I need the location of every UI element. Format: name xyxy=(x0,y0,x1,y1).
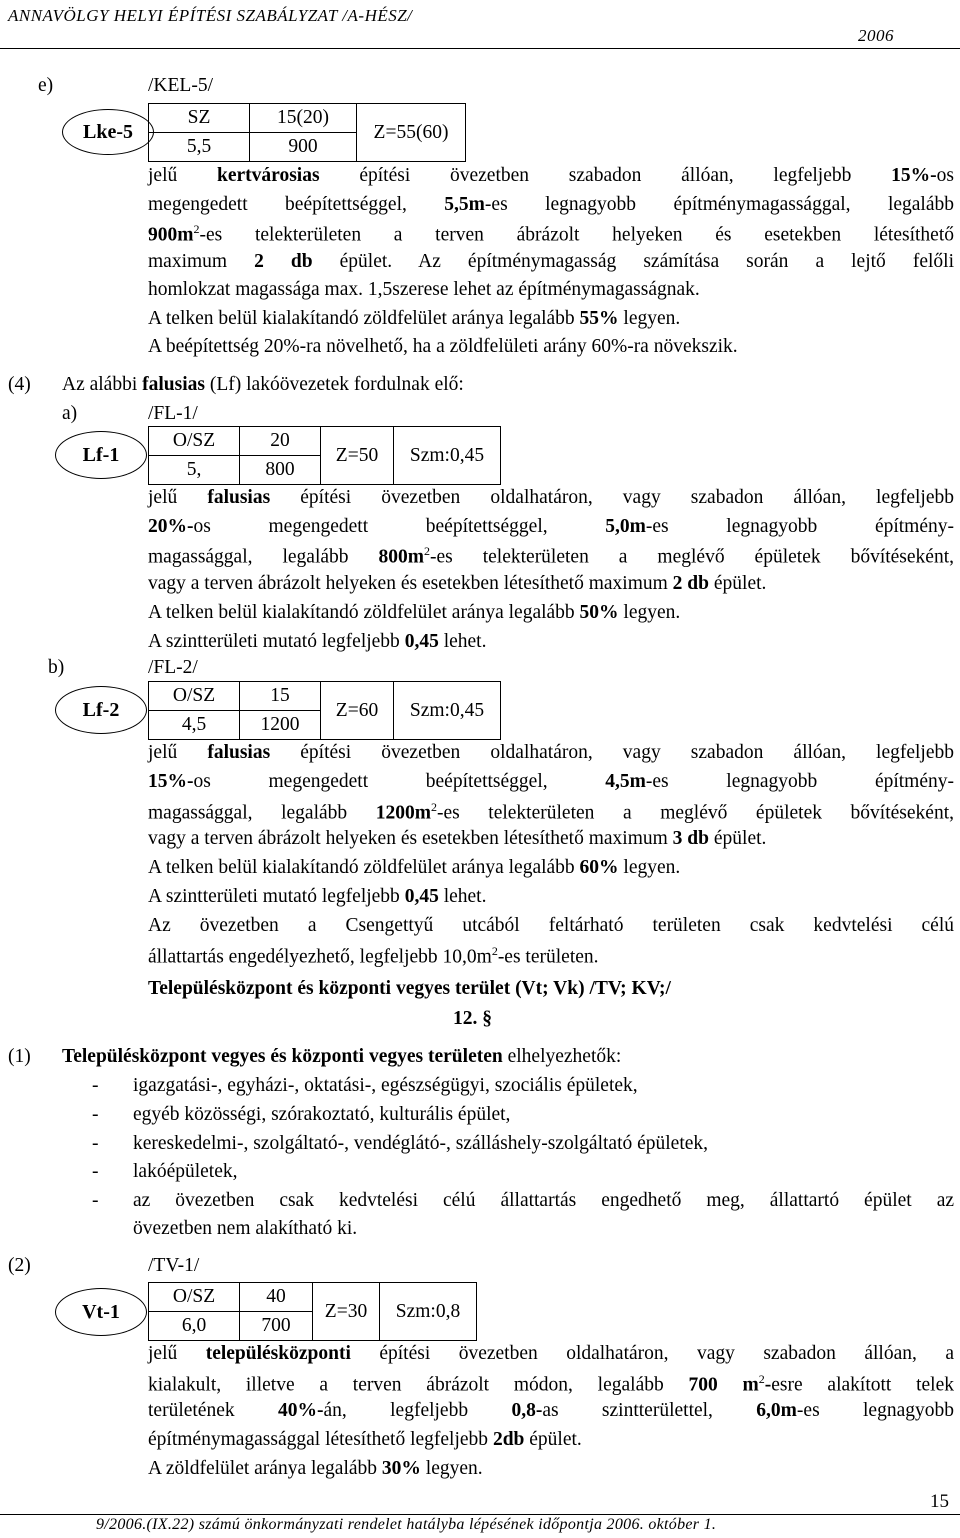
section-paragraph-number: 12. § xyxy=(453,1008,492,1029)
intro-1 xyxy=(62,1046,621,1068)
text-run: os xyxy=(936,165,954,186)
item-number-1: (1) xyxy=(8,1046,31,1067)
zone-code-kel5: /KEL-5/ xyxy=(148,75,213,96)
zone-oval-lf2: Lf-2 xyxy=(55,686,147,734)
text-run: jelű xyxy=(148,165,218,186)
text-line xyxy=(148,631,486,653)
text-run: esre alakított telek xyxy=(771,1374,954,1396)
list-item: kereskedelmi-, szolgáltató-, vendéglátó-, szálláshely-szolgáltató épületek, xyxy=(133,1133,709,1154)
text-line xyxy=(148,516,954,538)
text-line xyxy=(148,828,766,850)
text-line xyxy=(148,279,700,301)
text-run: falusias xyxy=(207,742,271,763)
text-run: Az alábbi xyxy=(62,374,143,395)
text-run: maximum xyxy=(148,250,255,272)
text-run: jelű xyxy=(148,742,208,763)
item-label-a: a) xyxy=(62,403,78,424)
text-run: 0,8- xyxy=(511,1400,543,1422)
text-line xyxy=(148,771,954,793)
text-line xyxy=(148,915,954,937)
text-run: épület. xyxy=(524,1429,582,1451)
text-line xyxy=(148,544,954,569)
param-cell: O/SZ xyxy=(149,1283,240,1312)
item-number-2: (2) xyxy=(8,1255,31,1276)
text-run: magassággal, legalább xyxy=(148,802,376,824)
text-run: 2 xyxy=(193,222,200,236)
text-run: 60% xyxy=(579,857,619,879)
footer-rule xyxy=(0,1514,960,1515)
text-run: homlokzat magassága max. 1,5szerese lehet az építménymagasságnak. xyxy=(148,279,700,300)
text-run: 700 m xyxy=(688,1374,759,1396)
text-line xyxy=(148,602,680,624)
text-run: -es telekterületen a meglévő épületek bővítéseként, xyxy=(430,546,954,568)
list-bullet: - xyxy=(92,1190,99,1211)
param-cell: 40 xyxy=(240,1283,313,1312)
text-run: 2 xyxy=(424,544,431,559)
item-number-4: (4) xyxy=(8,374,31,395)
param-cell: 5,5 xyxy=(149,133,250,162)
section-heading: Településközpont és központi vegyes terület (Vt; Vk) /TV; KV;/ xyxy=(148,978,671,999)
text-line xyxy=(148,742,954,764)
text-run: -es legnagyobb építménymagassággal, legalább xyxy=(484,193,955,215)
item-label-e: e) xyxy=(38,75,54,96)
text-run: 50% xyxy=(579,601,619,623)
text-line xyxy=(148,487,954,509)
running-header-year: 2006 xyxy=(858,26,894,45)
text-run: területének xyxy=(148,1400,278,1422)
text-line xyxy=(148,222,954,247)
text-run: kertvárosias xyxy=(217,165,320,186)
text-run: -es legnagyobb xyxy=(796,1400,954,1422)
text-run: A telken belül kialakítandó zöldfelület aránya legalább xyxy=(148,601,580,623)
list-bullet: - xyxy=(92,1133,99,1154)
text-line xyxy=(148,1343,954,1365)
text-run: építési övezetben szabadon állóan, legfeljebb xyxy=(319,165,892,186)
text-line xyxy=(148,308,680,330)
text-run: -es legnagyobb építmény- xyxy=(645,770,954,792)
text-run: -es területen. xyxy=(497,946,599,968)
text-run: A szintterületi mutató legfeljebb xyxy=(148,630,405,652)
text-run: megengedett beépítettséggel, xyxy=(148,193,445,215)
text-run: 5,5m xyxy=(444,193,485,215)
zone-code-tv1: /TV-1/ xyxy=(148,1255,200,1276)
text-run: án, legfeljebb xyxy=(323,1400,512,1422)
param-cell: O/SZ xyxy=(149,427,240,456)
param-cell: 15(20) xyxy=(250,104,357,133)
text-line xyxy=(148,573,766,595)
text-run: Településközpont vegyes és központi vegyes területen xyxy=(62,1046,503,1067)
zone-oval-lf1: Lf-1 xyxy=(55,431,147,479)
text-run: vagy a terven ábrázolt helyeken és esetekben létesíthető maximum xyxy=(148,573,673,595)
text-run: épület. xyxy=(709,573,767,595)
text-run: os megengedett beépítettséggel, xyxy=(193,770,606,792)
text-run: os megengedett beépítettséggel, xyxy=(193,515,606,537)
text-run: jelű xyxy=(148,1343,206,1364)
list-item: lakóépületek, xyxy=(133,1161,238,1182)
text-run: -es telekterületen a meglévő épületek bővítéseként, xyxy=(436,802,954,824)
text-run: as szintterülettel, xyxy=(542,1400,757,1422)
text-run: falusias xyxy=(142,374,205,395)
text-run: A zöldfelület aránya legalább xyxy=(148,1457,382,1479)
text-run: 900m xyxy=(148,224,194,246)
param-cell: 20 xyxy=(240,427,321,456)
param-cell-z: Z=60 xyxy=(321,682,394,740)
text-run: 2 db xyxy=(254,250,313,272)
text-run: 2db xyxy=(492,1429,525,1451)
text-run: A telken belül kialakítandó zöldfelület aránya legalább xyxy=(148,307,580,329)
text-line xyxy=(148,336,738,358)
text-run: jelű xyxy=(148,487,208,508)
param-cell: 700 xyxy=(240,1312,313,1341)
text-run: építési övezetben oldalhatáron, vagy szabadon állóan, a xyxy=(350,1343,954,1364)
text-run: épület. xyxy=(709,828,767,850)
text-run: -es legnagyobb építmény- xyxy=(645,515,954,537)
text-run: 30% xyxy=(381,1457,421,1479)
list-item: egyéb közösségi, szórakoztató, kulturális épület, xyxy=(133,1104,511,1125)
page-number: 15 xyxy=(930,1491,949,1512)
param-cell: 15 xyxy=(240,682,321,711)
zone-param-table-lf2 xyxy=(148,681,501,740)
text-line xyxy=(148,251,954,273)
text-line xyxy=(148,800,954,825)
item-label-b: b) xyxy=(48,657,65,678)
text-line xyxy=(148,857,680,879)
text-run: A szintterületi mutató legfeljebb xyxy=(148,886,405,907)
list-item: igazgatási-, egyházi-, oktatási-, egészségügyi, szociális épületek, xyxy=(133,1075,638,1096)
text-run: 0,45 xyxy=(404,630,439,652)
param-cell-szm: Szm:0,45 xyxy=(394,682,501,740)
list-bullet: - xyxy=(92,1104,99,1125)
text-run: legyen. xyxy=(420,1457,483,1479)
text-line xyxy=(148,1429,582,1451)
text-run: állattartás engedélyezhető, legfeljebb 10,0m xyxy=(148,946,492,968)
param-cell-szm: Szm:0,45 xyxy=(394,427,501,485)
text-run: lehet. xyxy=(438,886,487,907)
list-bullet: - xyxy=(92,1075,99,1096)
param-cell: 900 xyxy=(250,133,357,162)
text-run: 55% xyxy=(579,307,619,329)
param-cell: 4,5 xyxy=(149,711,240,740)
list-item: az övezetben csak kedvtelési célú állattartás engedhető meg, állattartó épület az xyxy=(133,1190,954,1211)
zone-code-fl1: /FL-1/ xyxy=(148,403,198,424)
param-cell: 800 xyxy=(240,456,321,485)
text-run: építménymagassággal létesíthető legfeljebb xyxy=(148,1429,493,1451)
text-run: 4,5m xyxy=(605,770,646,792)
text-run: településközponti xyxy=(205,1343,351,1364)
text-run: lehet. xyxy=(438,630,487,652)
text-run: 2 xyxy=(758,1371,765,1386)
text-line xyxy=(148,1372,954,1397)
text-run: 2 db xyxy=(672,573,709,595)
text-run: -es telekterületen a terven ábrázolt helyeken és esetekben létesíthető xyxy=(199,224,954,246)
text-run: építési övezetben oldalhatáron, vagy szabadon állóan, legfeljebb xyxy=(270,742,954,763)
param-cell: 6,0 xyxy=(149,1312,240,1341)
param-cell: SZ xyxy=(149,104,250,133)
text-run: - xyxy=(764,1374,772,1396)
text-line xyxy=(148,194,954,216)
text-run: magassággal, legalább xyxy=(148,546,379,568)
zone-code-fl2: /FL-2/ xyxy=(148,657,198,678)
text-run: kialakult, illetve a terven ábrázolt módon, legalább xyxy=(148,1374,689,1396)
text-line xyxy=(148,1458,483,1480)
text-run: 40%- xyxy=(277,1400,324,1422)
header-rule xyxy=(0,48,960,49)
text-run: 800m xyxy=(378,546,425,568)
param-cell: O/SZ xyxy=(149,682,240,711)
footer-note: 9/2006.(IX.22) számú önkormányzati rendelet hatályba lépésének időpontja 2006. október 1. xyxy=(96,1516,717,1533)
text-run: 20%- xyxy=(148,515,194,537)
text-run: falusias xyxy=(207,487,271,508)
text-run: épület. Az építménymagasság számítása során a lejtő felőli xyxy=(312,250,954,272)
param-cell: 5, xyxy=(149,456,240,485)
text-run: (Lf) lakóövezetek fordulnak elő: xyxy=(205,374,464,395)
text-run: vagy a terven ábrázolt helyeken és esetekben létesíthető maximum xyxy=(148,828,673,850)
param-cell-z: Z=30 xyxy=(313,1283,380,1341)
text-line xyxy=(148,886,486,908)
intro-4 xyxy=(62,374,464,396)
list-item: övezetben nem alakítható ki. xyxy=(133,1218,358,1239)
text-run: 2 xyxy=(430,799,437,814)
param-cell-z: Z=50 xyxy=(321,427,394,485)
zone-oval-lke5: Lke-5 xyxy=(62,109,154,155)
list-bullet: - xyxy=(92,1161,99,1182)
param-cell: 1200 xyxy=(240,711,321,740)
zone-param-table-lf1 xyxy=(148,426,501,485)
running-header-title: ANNAVÖLGY HELYI ÉPÍTÉSI SZABÁLYZAT /A-HÉSZ/ xyxy=(8,6,413,25)
param-cell-szm: Szm:0,8 xyxy=(380,1283,477,1341)
param-cell-z: Z=55(60) xyxy=(357,104,466,162)
text-run: 5,0m xyxy=(605,515,646,537)
text-run: 0,45 xyxy=(404,886,439,907)
text-run: 15%- xyxy=(148,770,194,792)
text-run: 3 db xyxy=(672,828,709,850)
text-line xyxy=(148,944,599,969)
text-run: 6,0m xyxy=(756,1400,797,1422)
text-run: 2 xyxy=(491,943,498,958)
zone-oval-vt1: Vt-1 xyxy=(55,1288,147,1336)
text-run: legyen. xyxy=(618,307,681,329)
text-run: legyen. xyxy=(618,857,681,879)
text-run: Az övezetben a Csengettyű utcából feltárható területen csak kedvtelési célú xyxy=(148,914,954,936)
text-run: A beépítettség 20%-ra növelhető, ha a zöldfelületi arány 60%-ra növekszik. xyxy=(148,336,738,357)
zone-param-table-vt1 xyxy=(148,1282,477,1341)
text-run: 15%- xyxy=(891,165,937,186)
text-run: legyen. xyxy=(618,601,681,623)
text-run: elhelyezhetők: xyxy=(502,1046,622,1067)
text-run: építési övezetben oldalhatáron, vagy szabadon állóan, legfeljebb xyxy=(270,487,954,508)
text-line xyxy=(148,165,954,187)
zone-param-table-lke5 xyxy=(148,103,466,162)
text-run: 1200m xyxy=(375,802,431,824)
text-line xyxy=(148,1400,954,1422)
text-run: A telken belül kialakítandó zöldfelület aránya legalább xyxy=(148,857,580,879)
